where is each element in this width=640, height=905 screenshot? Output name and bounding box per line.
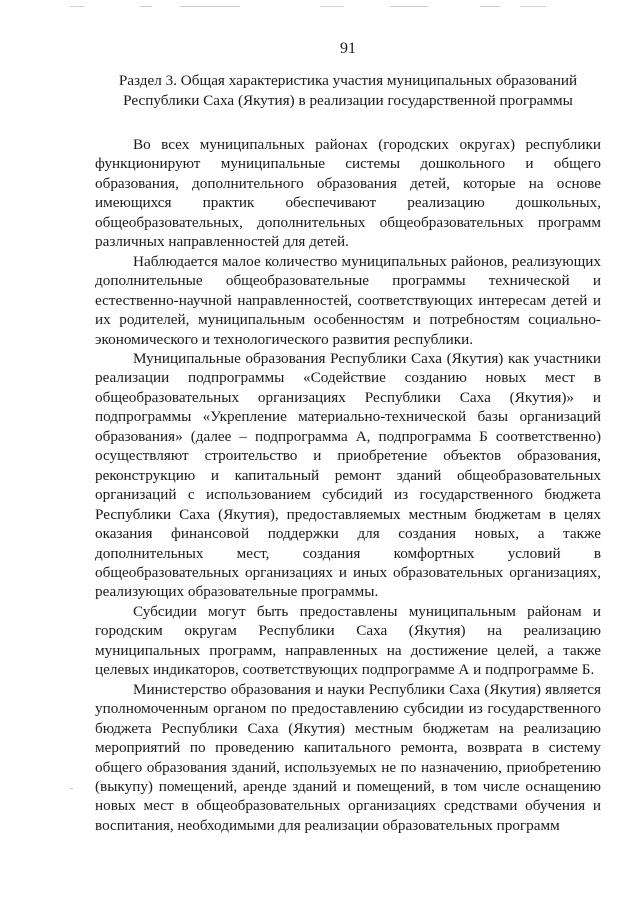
- page-number: 91: [340, 40, 356, 57]
- document-page: [95, 40, 601, 835]
- paragraph-1: Во всех муниципальных районах (городских округах) республики функционируют муниципальные системы дошкольного и общего образования, дополнительного образования детей, которые на основе имеющихся практик обеспечивают реализацию дошкольных, общеобразовательных, дополнительных общеобразовательных программ различных направленностей для детей.: [95, 136, 601, 251]
- section-title: Раздел 3. Общая характеристика участия муниципальных образований Республики Саха (Якутия) в реализации государственной программы: [118, 72, 578, 109]
- scan-speck: [70, 788, 73, 789]
- paragraph-2: Наблюдается малое количество муниципальных районов, реализующих дополнительные общеобразовательные программы технической и естественно-научной направленностей, соответствующих интересам детей и их родителей, муниципальным особенностям и потребностям социально-экономического и технологического развития республики.: [95, 252, 601, 348]
- paragraph-3: Муниципальные образования Республики Саха (Якутия) как участники реализации подпрограммы «Содействие созданию новых мест в общеобразовательных организациях Республики Саха (Якутия)» и подпрограммы «Укрепление материально-технической базы организаций образования» (далее – подпрограмма А, подпрограмма Б соответственно) осуществляют строительство и приобретение объектов образования, реконструкцию и капитальный ремонт зданий общеобразовательных организаций с использованием субсидий из государственного бюджета Республики Саха (Якутия), предоставляемых местным бюджетам в целях оказания финансовой поддержки для создания новых, а также дополнительных мест, создания комфортных условий в общеобразовательных организациях и иных образовательных организациях, реализующих образовательные программы.: [95, 349, 601, 601]
- paragraph-5: Министерство образования и науки Республики Саха (Якутия) является уполномоченным органом по предоставлению субсидии из государственного бюджета Республики Саха (Якутия) местным бюджетам на реализацию мероприятий по проведению капитального ремонта, возврата в систему общего образования зданий, используемых не по назначению, приобретению (выкупу) помещений, аренде зданий и помещений, в том числе оснащению новых мест в общеобразовательных организациях средствами обучения и воспитания, необходимыми для реализации образовательных программ: [95, 680, 601, 834]
- scan-artifact-marks: [70, 6, 570, 10]
- body-text: [95, 135, 601, 835]
- paragraph-4: Субсидии могут быть предоставлены муниципальным районам и городским округам Республики Саха (Якутия) на реализацию муниципальных программ, направленных на достижение целей, а также целевых индикаторов, соответствующих подпрограмме А и подпрограмме Б.: [95, 602, 601, 679]
